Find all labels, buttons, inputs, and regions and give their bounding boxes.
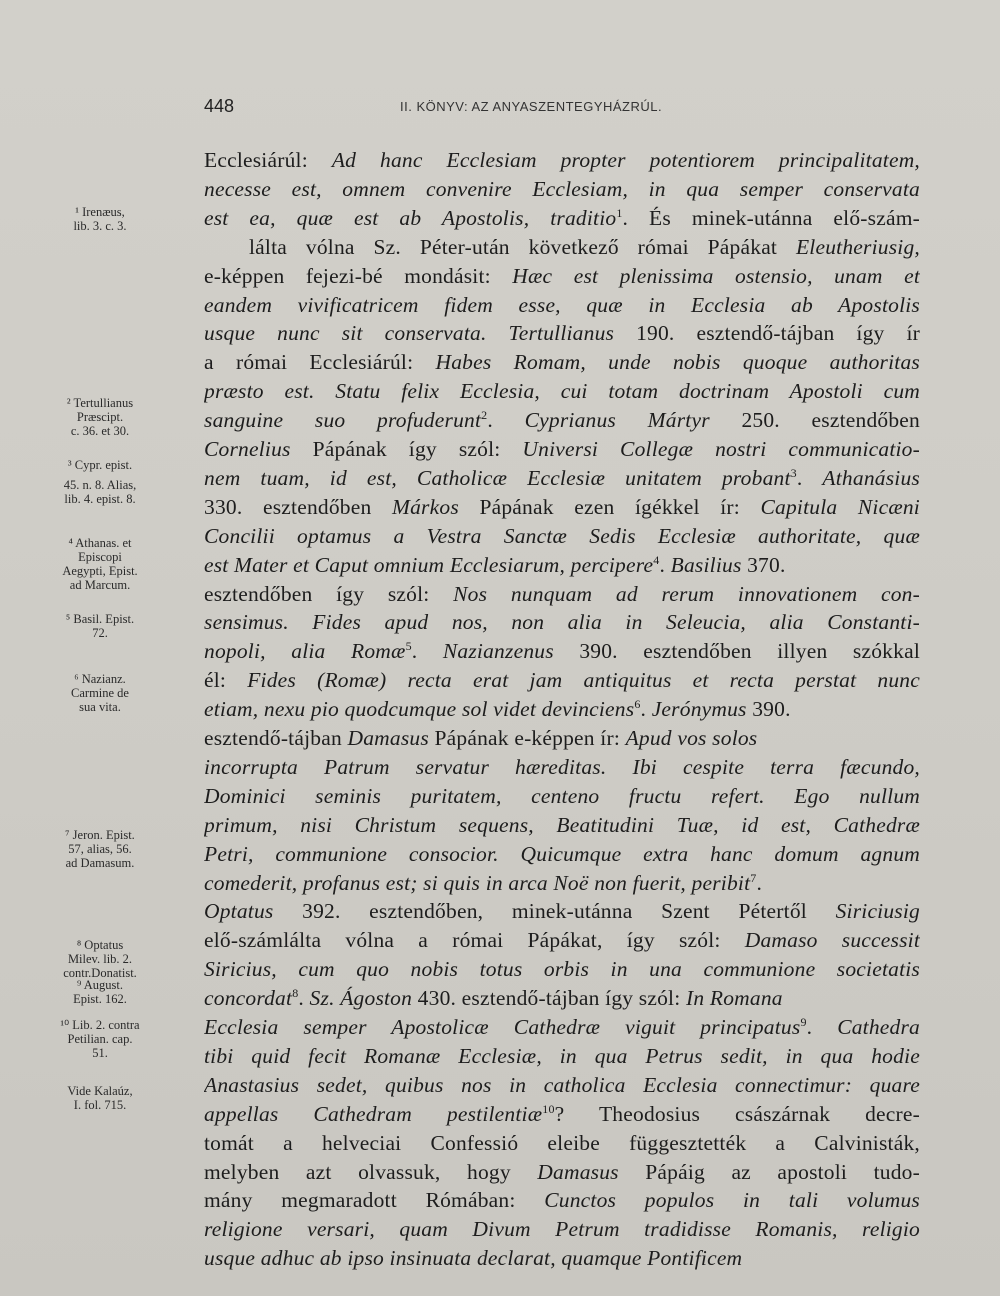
italic-text: Hæc est plenissima ostensio, unam et (512, 263, 920, 288)
text-line (204, 407, 920, 433)
text-run: a római Ecclesiárúl: (204, 350, 436, 375)
margin-note-line: lib. 3. c. 3. (73, 219, 127, 233)
margin-notes (0, 0, 200, 1296)
margin-note-line: Vide Kalaúz, (67, 1084, 133, 1098)
margin-note (6, 672, 194, 714)
footnote-ref: 4 (653, 552, 660, 567)
italic-text: Concilii optamus a Vestra Sanctæ Sedis Ecclesiæ authoritate, quæ (204, 523, 920, 548)
margin-note-line: Episcopi (78, 550, 122, 564)
text-line (204, 523, 920, 549)
text-run: 250. esztendőben (709, 408, 920, 433)
margin-note-line: sua vita. (79, 700, 121, 714)
text-line (204, 725, 920, 751)
text-line (204, 1159, 920, 1185)
text-run: esztendő-tájban (204, 726, 348, 750)
italic-text: usque nunc sit conservata. Tertullianus (204, 321, 615, 346)
text-line (204, 1216, 920, 1242)
italic-text: Sz. Ágoston (309, 986, 413, 1011)
italic-text: comederit, profanus est; si quis in arca Noë non fuerit, peribit (204, 870, 751, 895)
italic-text: Márkos (392, 494, 459, 519)
text-line (204, 956, 920, 982)
italic-text: Athanásius (822, 465, 920, 490)
text-run: elő-számlálta vólna a római Pápákat, így szól: (204, 928, 745, 953)
margin-note-line: Aegypti, Epist. (62, 564, 138, 578)
text-line (204, 812, 920, 838)
text-line (204, 985, 920, 1011)
text-line (204, 292, 920, 318)
text-run: . És minek-utánna elő-szám- (622, 205, 920, 230)
footnote-ref: 2 (481, 407, 488, 422)
margin-note-line: ⁶ Nazianz. (74, 672, 126, 686)
text-line (204, 754, 920, 780)
footnote-ref: 6 (634, 696, 641, 711)
text-run: él: (204, 668, 248, 693)
margin-note-line: Milev. lib. 2. (67, 952, 133, 966)
margin-note-line: Præscipt. (76, 410, 124, 424)
text-run: 390. (746, 697, 791, 722)
margin-note (6, 938, 194, 980)
text-run: 390. esztendőben illyen szókkal (553, 639, 920, 664)
footnote-ref: 8 (292, 985, 299, 1000)
margin-note-line: ad Marcum. (69, 578, 131, 592)
text-run: . (411, 639, 443, 664)
margin-note-line: I. fol. 715. (73, 1098, 127, 1112)
italic-text: Damaso successit (744, 928, 920, 953)
text-line (204, 205, 920, 231)
italic-text: Petri, communione consocior. Quicumque extra hanc domum agnum (204, 841, 920, 866)
margin-note-line: ¹ Irenæus, (75, 205, 125, 219)
text-line (204, 494, 920, 520)
italic-text: eandem vivificatricem fidem esse, quæ in Ecclesia ab Apostolis (204, 292, 920, 317)
text-line (204, 609, 920, 635)
italic-text: appellas Cathedram pestilentiæ (204, 1101, 543, 1126)
italic-text: Basilius (670, 552, 742, 577)
text-run: . (796, 465, 823, 490)
italic-text: nem tuam, id est, Catholicæ Ecclesiæ unitatem probant (204, 465, 791, 490)
margin-note-line: ⁵ Basil. Epist. (65, 612, 135, 626)
italic-text: Ecclesia semper Apostolicæ Cathedræ viguit principatus (204, 1015, 801, 1039)
italic-text: Siriciusig (835, 899, 920, 924)
text-run: . (806, 1015, 838, 1039)
italic-text: sensimus. Fides apud nos, non alia in Seleucia, alia Constanti- (204, 610, 920, 635)
margin-note-line: ² Tertullianus (66, 396, 134, 410)
italic-text: Habes Romam, unde nobis quoque authoritas (435, 350, 920, 375)
italic-text: tibi quid fecit Romanæ Ecclesiæ, in qua Petrus sedit, in qua hodie (204, 1043, 920, 1068)
italic-text: Capitula Nicæni (760, 494, 920, 519)
footnote-ref: 9 (800, 1014, 807, 1029)
italic-text: Optatus (204, 899, 274, 924)
italic-text: Dominici seminis puritatem, centeno fructu refert. Ego nullum (204, 783, 920, 808)
margin-note-line: lib. 4. epist. 8. (64, 492, 136, 506)
text-run: lálta vólna Sz. Péter-után következő római Pápákat (249, 234, 796, 259)
body-text (204, 0, 920, 1296)
italic-text: sanguine suo profuderunt (204, 408, 482, 433)
text-run: Pápának így szól: (290, 437, 523, 461)
margin-note-line: 51. (92, 1046, 108, 1060)
margin-note (6, 396, 194, 438)
text-line (204, 870, 920, 896)
italic-text: Damasus (537, 1159, 619, 1184)
footnote-ref: 10 (542, 1101, 555, 1116)
margin-note (6, 536, 194, 592)
italic-text: Siricius, cum quo nobis totus orbis in una communione societatis (204, 957, 920, 982)
text-line (204, 465, 920, 491)
footnote-ref: 1 (616, 205, 623, 220)
text-line (204, 1130, 920, 1156)
margin-note-line: ³ Cypr. epist. (67, 458, 133, 472)
text-line (204, 898, 920, 924)
text-line (204, 436, 920, 462)
text-line (204, 1187, 920, 1213)
text-line (204, 349, 920, 375)
margin-note-line: c. 36. et 30. (70, 424, 130, 438)
text-run: Pápának e-képpen ír: (428, 726, 626, 750)
margin-note-line: ⁷ Jeron. Epist. (65, 828, 135, 842)
text-line (204, 696, 920, 722)
italic-text: incorrupta Patrum servatur hæreditas. Ibi cespite terra fæcundo, (204, 754, 920, 779)
text-line (204, 667, 920, 693)
italic-text: Cornelius (204, 437, 291, 461)
footnote-ref: 3 (790, 465, 797, 480)
margin-note-line: 57, alias, 56. (68, 842, 132, 856)
text-run: . (659, 552, 671, 577)
margin-note-line: Petilian. cap. (67, 1032, 133, 1046)
italic-text: Eleutheriusig, (795, 234, 920, 259)
margin-note-line: ⁴ Athanas. et (68, 536, 132, 550)
text-run: . (298, 986, 310, 1011)
margin-note (6, 828, 194, 870)
italic-text: etiam, nexu pio quodcumque sol videt devinciens (204, 697, 635, 722)
text-run: tomát a helveciai Confessió eleibe függesztették a Calvinisták, (204, 1130, 920, 1155)
italic-text: Apud vos solos (625, 726, 758, 750)
text-run: Ecclesiárúl: (204, 148, 332, 172)
text-run: e-képpen fejezi-bé mondásit: (204, 263, 513, 288)
running-head: II. KÖNYV: AZ ANYASZENTEGYHÁZRÚL. (400, 99, 663, 114)
text-run: esztendőben így szól: (204, 581, 454, 606)
margin-note-line: ¹⁰ Lib. 2. contra (60, 1018, 140, 1032)
text-run: melyben azt olvassuk, hogy (204, 1159, 538, 1184)
text-line (204, 927, 920, 953)
italic-text: necesse est, omnem convenire Ecclesiam, in qua semper conservata (204, 176, 920, 201)
text-run: 370. (741, 552, 786, 577)
margin-note (6, 478, 194, 506)
margin-note-line: ad Damasum. (65, 856, 135, 870)
text-line (204, 1072, 920, 1098)
italic-text: Cathedra (837, 1015, 920, 1039)
italic-text: Nos nunquam ad rerum innovationem con- (453, 581, 920, 606)
text-line (204, 1014, 920, 1040)
text-line (204, 378, 920, 404)
italic-text: præsto est. Statu felix Ecclesia, cui totam doctrinam Apostoli cum (204, 379, 920, 404)
margin-note (6, 458, 194, 472)
margin-note-line: contr.Donatist. (63, 966, 137, 980)
text-line (204, 552, 920, 578)
text-line (204, 841, 920, 867)
text-run: 190. esztendő-tájban így ír (614, 321, 920, 346)
margin-note (6, 1084, 194, 1112)
footnote-ref: 5 (405, 639, 412, 654)
text-line (249, 234, 920, 260)
margin-note-line: 45. n. 8. Alias, (63, 478, 137, 492)
text-line (204, 638, 920, 664)
page-number: 448 (204, 96, 235, 116)
text-run: . (756, 870, 763, 895)
italic-text: est ea, quæ est ab Apostolis, traditio (204, 205, 617, 230)
italic-text: Universi Collegæ nostri communicatio- (522, 437, 920, 461)
text-line (204, 1101, 920, 1127)
text-line (204, 581, 920, 607)
italic-text: Cunctos populos in tali volumus (544, 1188, 920, 1213)
text-line (204, 320, 920, 346)
italic-text: Nazianzenus (442, 639, 554, 664)
text-line (204, 263, 920, 289)
italic-text: Jerónymus (651, 697, 747, 722)
margin-note-line: 72. (92, 626, 108, 640)
text-run: mány megmaradott Rómában: (204, 1188, 545, 1213)
margin-note-line: ⁹ August. (76, 978, 124, 992)
text-run: 330. esztendőben (204, 494, 392, 519)
italic-text: religione versari, quam Divum Petrum tradidisse Romanis, religio (204, 1217, 920, 1242)
italic-text: In Romana (685, 986, 783, 1011)
italic-text: concordat (204, 986, 293, 1011)
text-run: 430. esztendő-tájban így szól: (412, 986, 686, 1011)
footnote-ref: 7 (750, 870, 757, 885)
text-run: 392. esztendőben, minek-utánna Szent Pétertől (273, 899, 836, 924)
italic-text: Fides (Romæ) recta erat jam antiquitus et recta perstat nunc (247, 668, 920, 693)
text-run: Pápának ezen ígékkel ír: (458, 494, 761, 519)
margin-note (6, 612, 194, 640)
margin-note (6, 205, 194, 233)
italic-text: nopoli, alia Romæ (204, 639, 406, 664)
italic-text: Anastasius sedet, quibus nos in catholica Ecclesia connectimur: quare (204, 1072, 920, 1097)
italic-text: primum, nisi Christum sequens, Beatitudini Tuæ, id est, Cathedræ (204, 812, 920, 837)
text-line (204, 147, 920, 173)
italic-text: Cyprianus Mártyr (524, 408, 710, 433)
margin-note (6, 978, 194, 1006)
margin-note-line: Carmine de (71, 686, 129, 700)
italic-text: usque adhuc ab ipso insinuata declarat, quamque Pontificem (204, 1246, 743, 1271)
italic-text: Damasus (347, 726, 429, 750)
text-line (204, 1245, 920, 1271)
text-line (204, 1043, 920, 1069)
text-line (204, 783, 920, 809)
italic-text: Ad hanc Ecclesiam propter potentiorem principalitatem, (331, 148, 920, 172)
margin-note (6, 1018, 194, 1060)
text-run: . (487, 408, 525, 433)
text-run: Pápáig az apostoli tudo- (618, 1159, 920, 1184)
italic-text: est Mater et Caput omnium Ecclesiarum, percipere (204, 552, 654, 577)
margin-note-line: Epist. 162. (73, 992, 127, 1006)
text-run: . (640, 697, 652, 722)
text-line (204, 176, 920, 202)
margin-note-line: ⁸ Optatus (76, 938, 124, 952)
text-run: ? Theodosius császárnak decre- (554, 1101, 920, 1126)
